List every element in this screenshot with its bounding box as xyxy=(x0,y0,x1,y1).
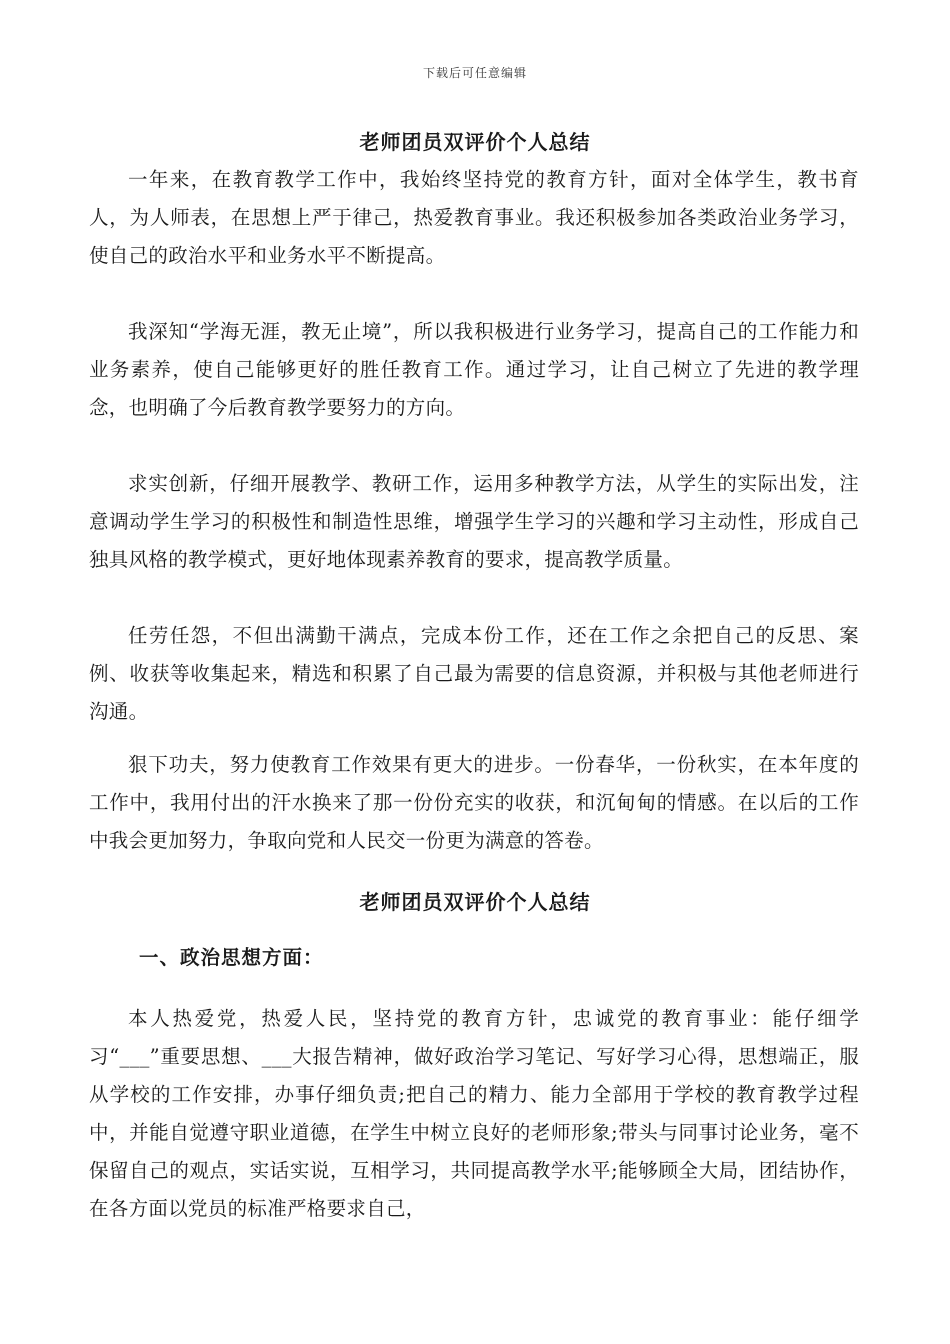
paragraph: 我深知“学海无涯，教无止境”，所以我积极进行业务学习，提高自己的工作能力和业务素养，使自己能够更好的胜任教育工作。通过学习，让自己树立了先进的教学理念，也明确了今后教育教学要努力的方向。 xyxy=(89,320,859,419)
paragraph: 本人热爱党，热爱人民，坚持党的教育方针，忠诚党的教育事业：能仔细学习“___”重要思想、___大报告精神，做好政治学习笔记、写好学习心得，思想端正，服从学校的工作安排，办事仔细负责;把自己的精力、能力全部用于学校的教育教学过程中，并能自觉遵守职业道德，在学生中树立良好的老师形象;带头与同事讨论业务，毫不保留自己的观点，实话实说，互相学习，共同提高教学水平;能够顾全大局，团结协作，在各方面以党员的标准严格要求自己， xyxy=(89,1007,859,1220)
header-note: 下载后可任意编辑 xyxy=(422,66,527,80)
document-title: 老师团员双评价个人总结 xyxy=(359,130,591,154)
section-title: 老师团员双评价个人总结 xyxy=(359,890,591,914)
paragraph: 求实创新，仔细开展教学、教研工作，运用多种教学方法，从学生的实际出发，注意调动学生学习的积极性和制造性思维，增强学生学习的兴趣和学习主动性，形成自己独具风格的教学模式，更好地体现素养教育的要求，提高教学质量。 xyxy=(89,472,859,571)
paragraph: 狠下功夫，努力使教育工作效果有更大的进步。一份春华，一份秋实，在本年度的工作中，我用付出的汗水换来了那一份份充实的收获，和沉甸甸的情感。在以后的工作中我会更加努力，争取向党和人民交一份更为满意的答卷。 xyxy=(89,753,859,852)
paragraph: 任劳任怨，不但出满勤干满点，完成本份工作，还在工作之余把自己的反思、案例、收获等收集起来，精选和积累了自己最为需要的信息资源，并积极与其他老师进行沟通。 xyxy=(89,624,859,723)
paragraph: 一年来，在教育教学工作中，我始终坚持党的教育方针，面对全体学生，教书育人，为人师表，在思想上严于律己，热爱教育事业。我还积极参加各类政治业务学习，使自己的政治水平和业务水平不断提高。 xyxy=(89,168,859,267)
section-heading: 一、政治思想方面： xyxy=(139,946,324,969)
